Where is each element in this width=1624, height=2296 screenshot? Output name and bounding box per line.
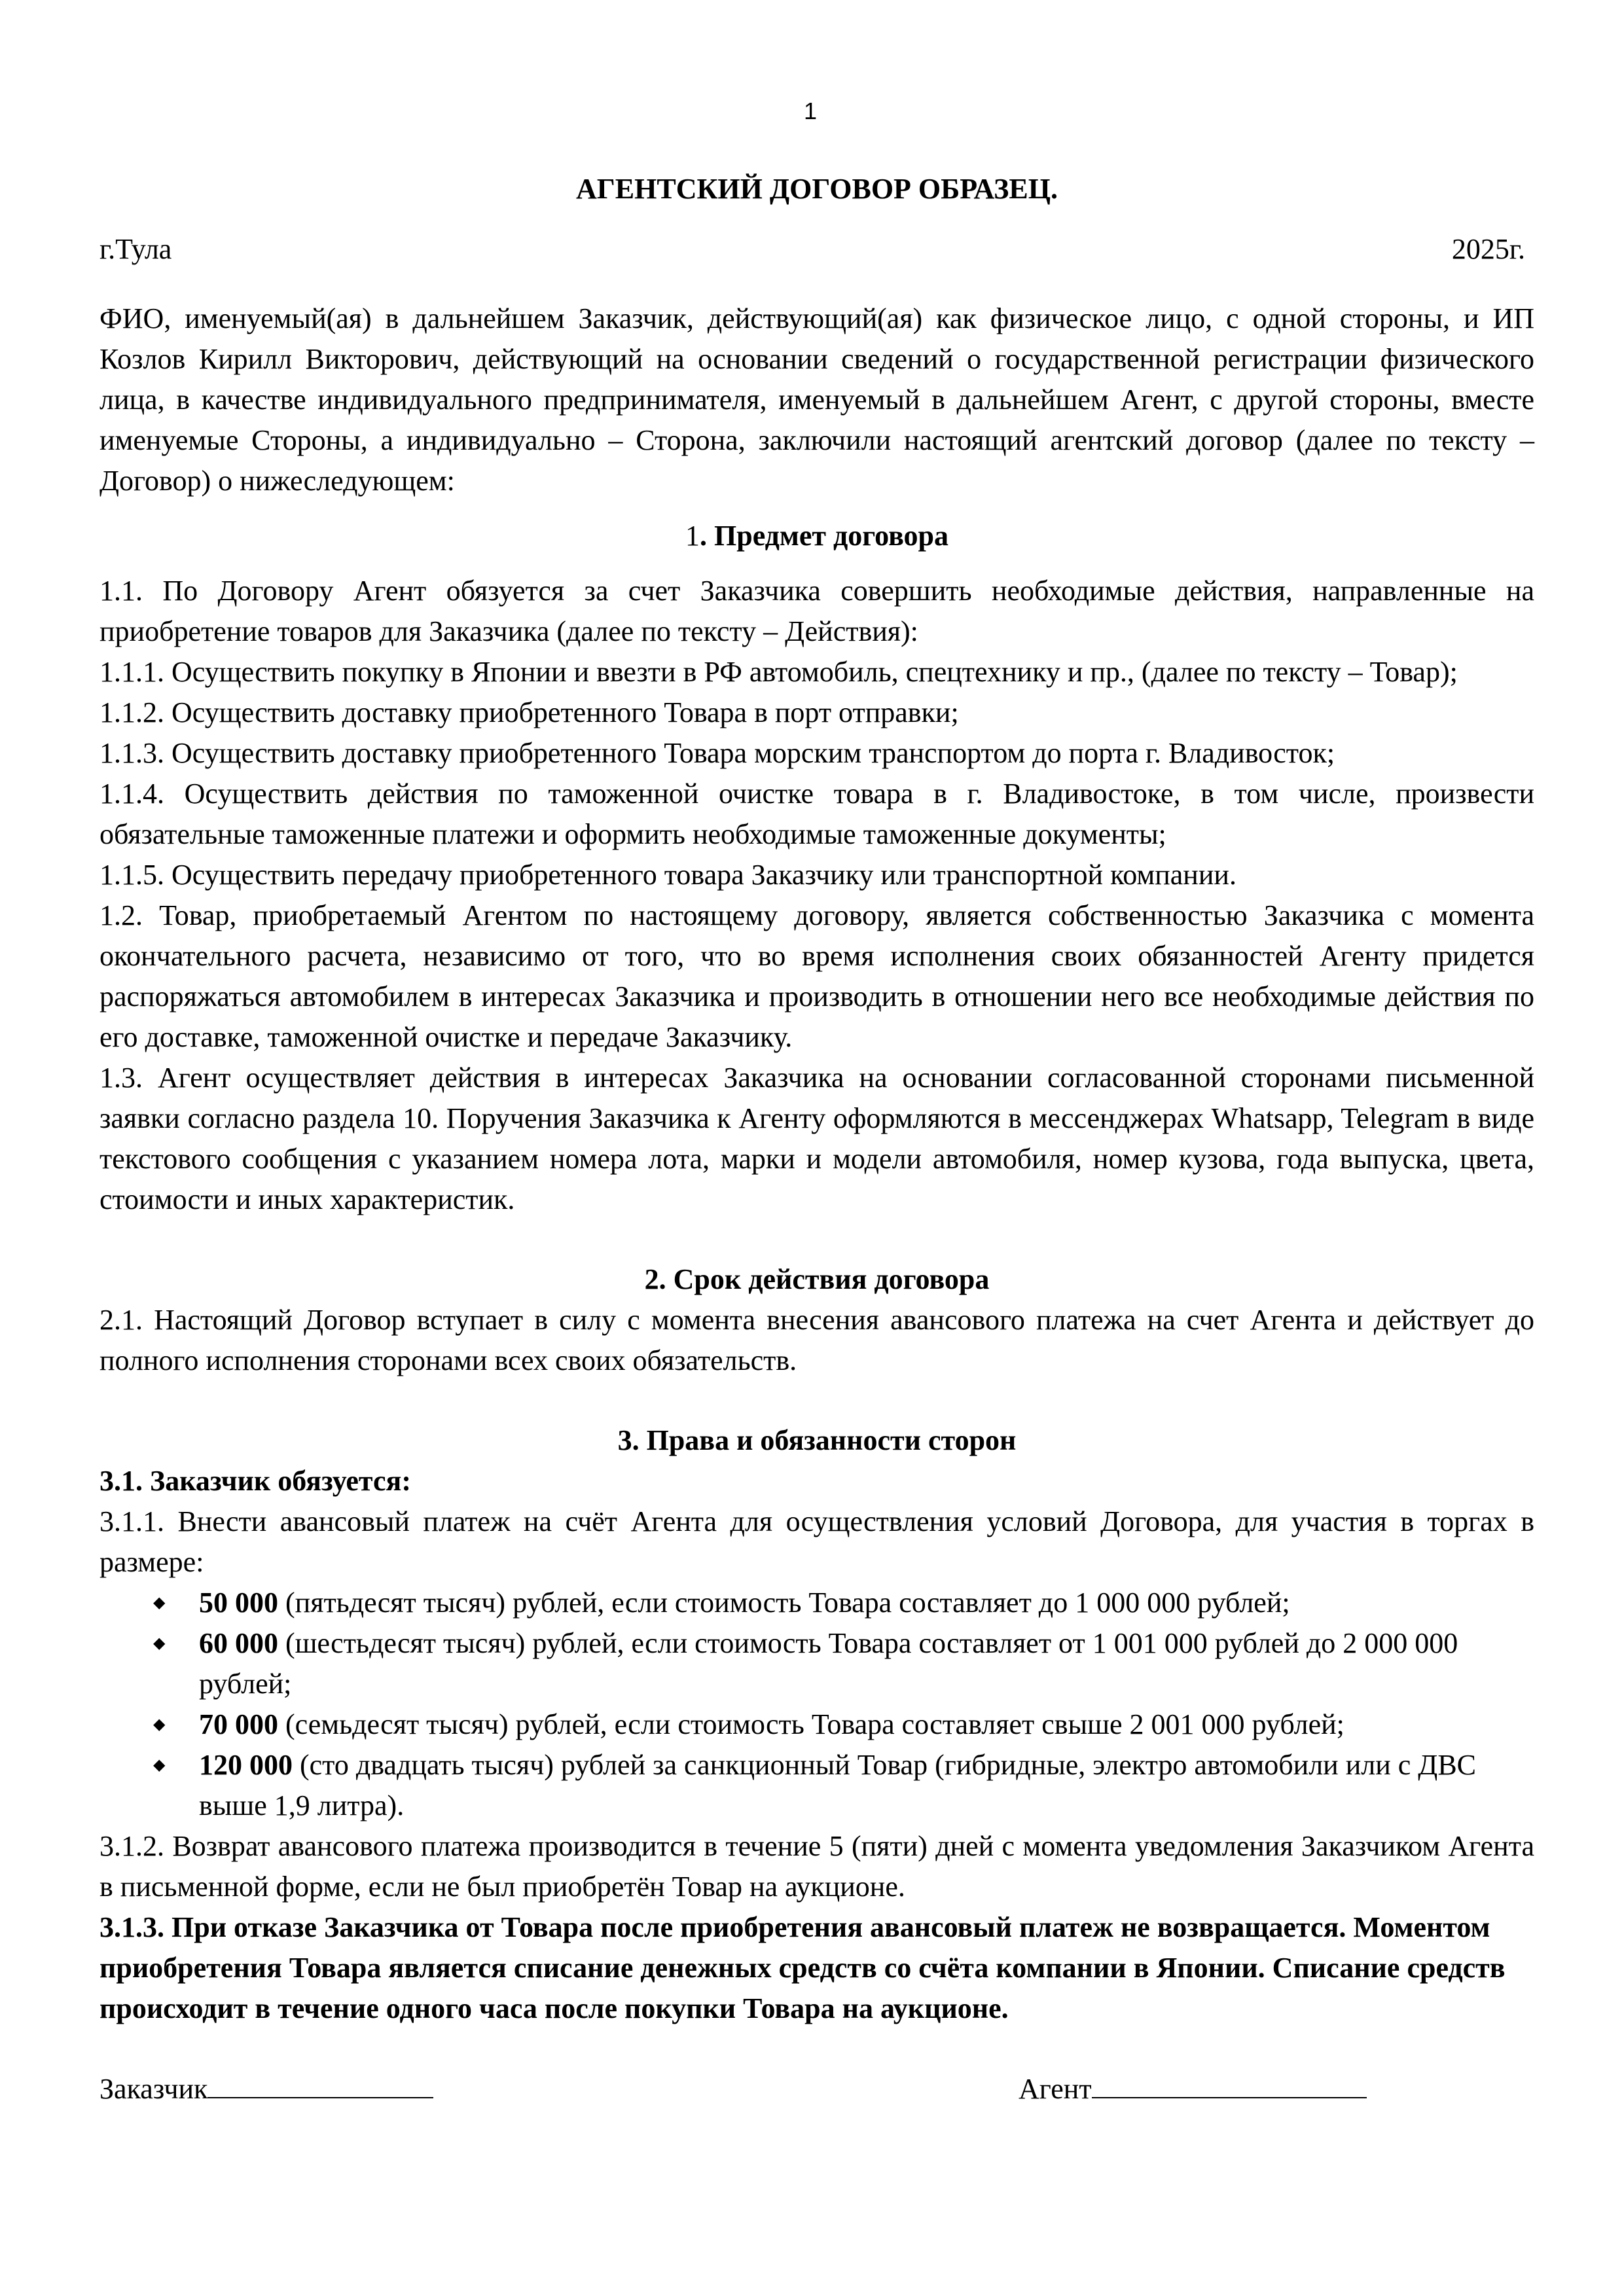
section-1-number: 1 [685, 520, 700, 552]
list-item [153, 1704, 1534, 1745]
clause-1-2: 1.2. Товар, приобретаемый Агентом по настоящему договору, является собственностью Заказчика с момента окончательного расчета, независимо от того, что во время исполнения своих обязанностей Агенту придется распоряжаться автомобилем в интересах Заказчика и производить в отношении него все необходимые действия по его доставке, таможенной очистке и передаче Заказчику. [99, 899, 1534, 1053]
section-1-title-text: . Предмет договора [700, 520, 948, 552]
place-date-row [99, 229, 1534, 270]
clause-1-1-2: 1.1.2. Осуществить доставку приобретенного Товара в порт отправки; [99, 696, 959, 728]
amount-description: (шестьдесят тысяч) рублей, если стоимость Товара составляет от 1 001 000 рублей до 2 000 000 рублей; [199, 1627, 1458, 1700]
clause-1-1-1: 1.1.1. Осуществить покупку в Японии и ввезти в РФ автомобиль, спецтехнику и пр., (далее по тексту – Товар); [99, 656, 1458, 688]
amount: 50 000 [199, 1587, 278, 1619]
customer-label: Заказчик [99, 2073, 208, 2105]
clause-1-3: 1.3. Агент осуществляет действия в интересах Заказчика на основании согласованной сторонами письменной заявки согласно раздела 10. Поручения Заказчика к Агенту оформляются в мессенджерах Whatsapp, Telegram в виде текстового сообщения с указанием номера лота, марки и модели автомобиля, номер кузова, года выпуска, цвета, стоимости и иных характеристик. [99, 1062, 1534, 1215]
amount: 70 000 [199, 1708, 278, 1740]
page-content [99, 92, 1534, 2109]
page-number: 1 [803, 98, 818, 124]
clause-2-1: 2.1. Настоящий Договор вступает в силу с момента внесения авансового платежа на счет Агента и действует до полного исполнения сторонами всех своих обязательств. [99, 1304, 1534, 1376]
amount-description: (семьдесят тысяч) рублей, если стоимость Товара составляет свыше 2 001 000 рублей; [278, 1708, 1344, 1740]
bullet-icon: ◆ [153, 1594, 166, 1611]
agent-signature-line [1092, 2068, 1367, 2098]
list-item [153, 1583, 1534, 1623]
clause-1-1-4: 1.1.4. Осуществить действия по таможенной очистке товара в г. Владивостоке, в том числе, произвести обязательные таможенные платежи и оформить необходимые таможенные документы; [99, 778, 1534, 850]
clause-1-1-3: 1.1.3. Осуществить доставку приобретенного Товара морским транспортом до порта г. Владивосток; [99, 737, 1335, 769]
clause-1-1: 1.1. По Договору Агент обязуется за счет Заказчика совершить необходимые действия, направленные на приобретение товаров для Заказчика (далее по тексту – Действия): [99, 575, 1534, 647]
amount-description: (пятьдесят тысяч) рублей, если стоимость Товара составляет до 1 000 000 рублей; [278, 1587, 1290, 1619]
bullet-icon: ◆ [153, 1757, 166, 1774]
year: 2025г. [1451, 233, 1525, 265]
clause-3-1-2: 3.1.2. Возврат авансового платежа производится в течение 5 (пяти) дней с момента уведомления Заказчиком Агента в письменной форме, если не был приобретён Товар на аукционе. [99, 1830, 1534, 1903]
customer-signature [99, 2068, 1019, 2109]
section-2-title: 2. Срок действия договора [644, 1263, 990, 1295]
document-title: АГЕНТСКИЙ ДОГОВОР ОБРАЗЕЦ. [576, 173, 1058, 205]
agent-signature [1019, 2068, 1367, 2109]
clause-3-1-1: 3.1.1. Внести авансовый платеж на счёт Агента для осуществления условий Договора, для участия в торгах в размере: [99, 1505, 1534, 1578]
section-1-body [99, 571, 1534, 1220]
amount: 60 000 [199, 1627, 278, 1659]
advance-amounts-list [99, 1583, 1534, 1826]
amount: 120 000 [199, 1749, 293, 1781]
signature-row [99, 2068, 1534, 2109]
list-item [153, 1623, 1534, 1704]
clause-3-1-3: 3.1.3. При отказе Заказчика от Товара после приобретения авансовый платеж не возвращается. Моментом приобретения Товара является списание денежных средств со счёта компании в Японии. Списание средств происходит в течение одного часа после покупки Товара на аукционе. [99, 1911, 1506, 2024]
section-3-title: 3. Права и обязанности сторон [617, 1424, 1017, 1456]
clause-1-1-5: 1.1.5. Осуществить передачу приобретенного товара Заказчику или транспортной компании. [99, 859, 1236, 891]
city: г.Тула [99, 233, 172, 265]
preamble: ФИО, именуемый(ая) в дальнейшем Заказчик, действующий(ая) как физическое лицо, с одной стороны, и ИП Козлов Кирилл Викторович, действующий на основании сведений о государственной регистрации физического лица, в качестве индивидуального предпринимателя, именуемый в дальнейшем Агент, с другой стороны, вместе именуемые Стороны, а индивидуально – Сторона, заключили настоящий агентский договор (далее по тексту – Договор) о нижеследующем: [99, 302, 1534, 497]
agent-label: Агент [1019, 2073, 1092, 2105]
list-item [153, 1745, 1534, 1826]
customer-signature-line [208, 2068, 433, 2098]
amount-description: (сто двадцать тысяч) рублей за санкционный Товар (гибридные, электро автомобили или с ДВС выше 1,9 литра). [199, 1749, 1477, 1821]
section-1-title [99, 516, 1534, 556]
clause-3-1-heading: 3.1. Заказчик обязуется: [99, 1465, 412, 1497]
bullet-icon: ◆ [153, 1716, 166, 1733]
bullet-icon: ◆ [153, 1635, 166, 1652]
